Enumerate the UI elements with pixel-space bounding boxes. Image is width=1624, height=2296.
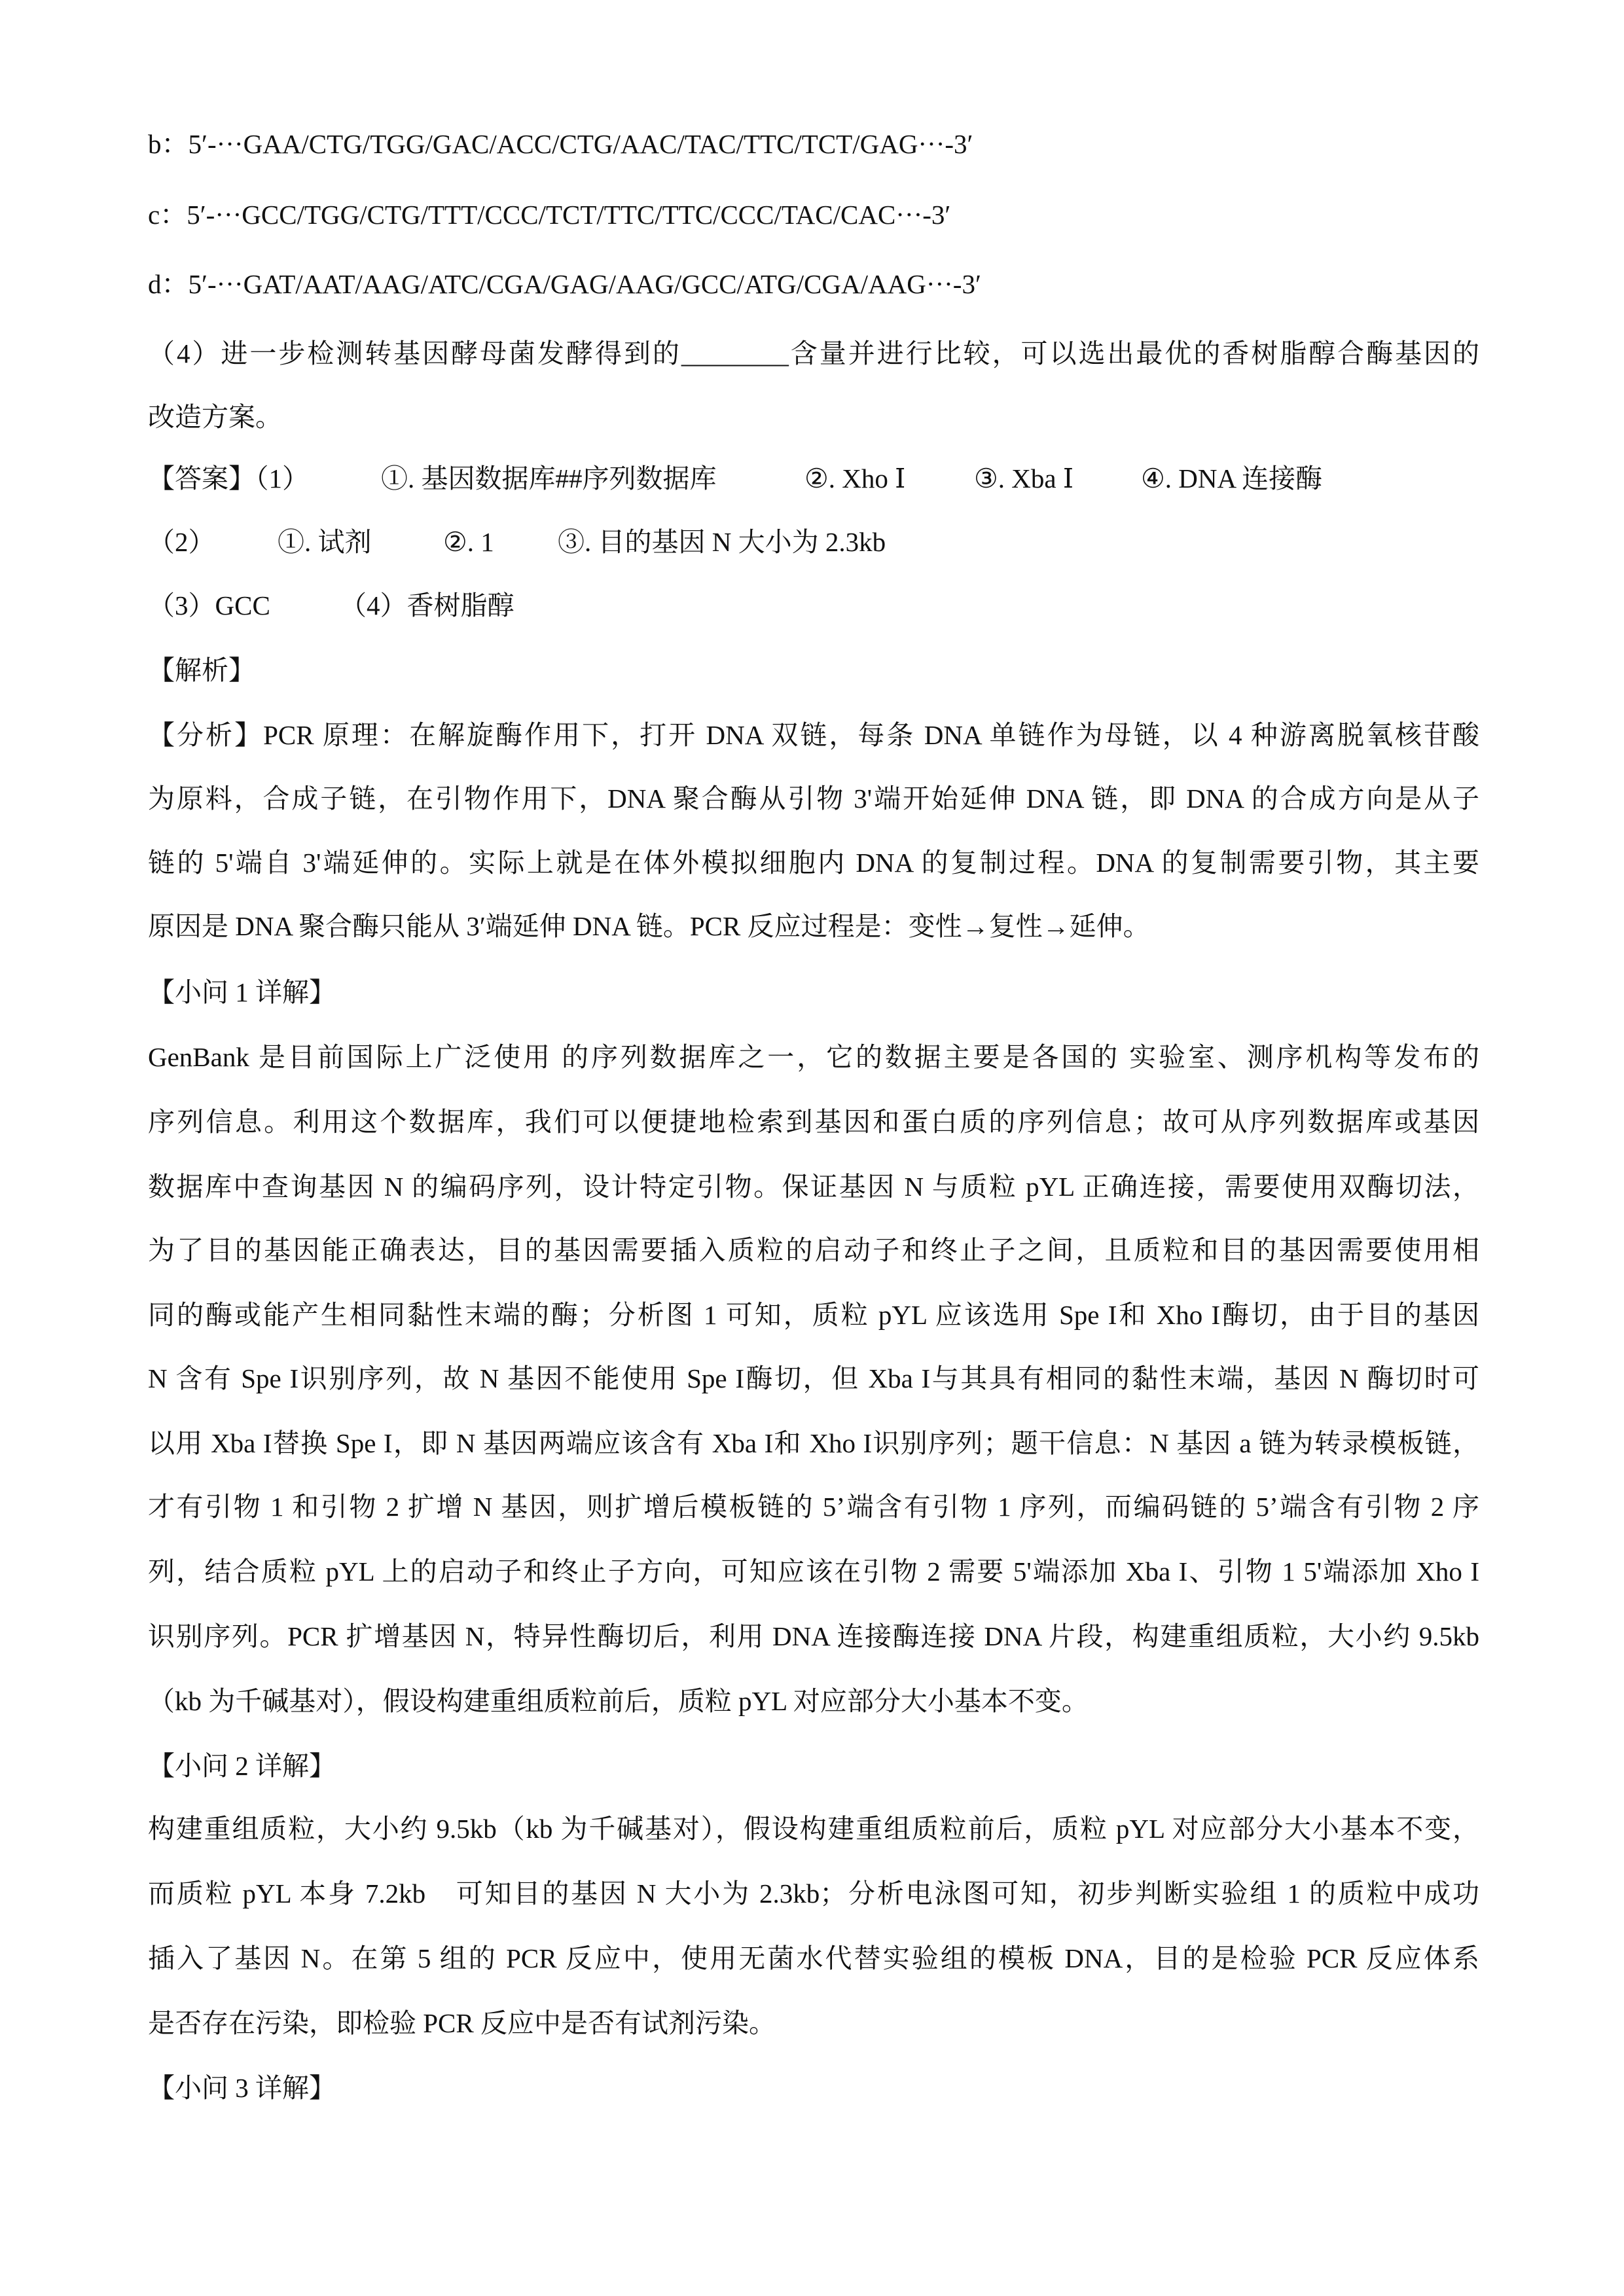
part-1-line: N 含有 Spe I识别序列，故 N 基因不能使用 Spe I酶切，但 Xba I与其具有相同的黏性末端，基因 N 酶切时可 [148, 1363, 1479, 1393]
question-4-suffix: 含量并进行比较，可以选出最优的香树脂醇合酶基因的 [788, 338, 1479, 368]
answer-q2-item-2: ②. 1 [443, 527, 494, 557]
answer-q3-value: GCC [215, 590, 270, 620]
analysis-label: 【解析】 [148, 655, 255, 685]
answer-q2-label: （2） [148, 527, 215, 557]
part-1-line: 列，结合质粒 pYL 上的启动子和终止子方向，可知应该在引物 2 需要 5'端添加 Xba I、引物 1 5'端添加 Xho I [148, 1556, 1479, 1587]
answer-q4-label: （4） [340, 590, 407, 620]
question-4-line [148, 334, 1479, 373]
part-2-heading: 【小问 2 详解】 [148, 1751, 336, 1781]
question-4-blank: ________ [681, 338, 789, 368]
sequence-option-b: b：5′-···GAA/CTG/TGG/GAC/ACC/CTG/AAC/TAC/TTC/TCT/GAG···-3′ [148, 129, 973, 159]
answer-q1-label: （1） [255, 463, 309, 493]
part-1-line: （kb 为千碱基对），假设构建重组质粒前后，质粒 pYL 对应部分大小基本不变。 [148, 1686, 1089, 1716]
question-4-continuation: 改造方案。 [148, 402, 282, 432]
part-2-line: 而质粒 pYL 本身 7.2kb 可知目的基因 N 大小为 2.3kb；分析电泳图可知，初步判断实验组 1 的质粒中成功 [148, 1878, 1479, 1909]
answer-q1-item-4: ④. DNA 连接酶 [1141, 463, 1323, 493]
answer-q1-item-3: ③. Xba Ⅰ [974, 463, 1074, 493]
sequence-option-c: c：5′-···GCC/TGG/CTG/TTT/CCC/TCT/TTC/TTC/CCC/TAC/CAC···-3′ [148, 200, 951, 230]
answer-q3-label: （3） [148, 590, 215, 620]
answer-q2-item-3: ③. 目的基因 N 大小为 2.3kb [558, 527, 886, 557]
part-1-line: 序列信息。利用这个数据库，我们可以便捷地检索到基因和蛋白质的序列信息；故可从序列数据库或基因 [148, 1107, 1479, 1137]
analysis-intro-line: 原因是 DNA 聚合酶只能从 3′端延伸 DNA 链。PCR 反应过程是：变性→复性→延伸。 [148, 911, 1150, 941]
answer-line-2 [148, 522, 1479, 562]
answer-q4-value: 香树脂醇 [406, 590, 514, 620]
answer-q1-item-2: ②. Xho Ⅰ [804, 463, 906, 493]
answer-label: 【答案】 [148, 463, 255, 493]
sequence-option-d: d：5′-···GAT/AAT/AAG/ATC/CGA/GAG/AAG/GCC/ATG/CGA/AAG···-3′ [148, 269, 981, 299]
part-1-line: 数据库中查询基因 N 的编码序列，设计特定引物。保证基因 N 与质粒 pYL 正确连接，需要使用双酶切法， [148, 1172, 1479, 1202]
answer-q2-item-1: ①. 试剂 [278, 527, 372, 557]
part-1-line: 同的酶或能产生相同黏性末端的酶；分析图 1 可知，质粒 pYL 应该选用 Spe I和 Xho I酶切，由于目的基因 [148, 1300, 1479, 1330]
part-1-line: GenBank 是目前国际上广泛使用 的序列数据库之一，它的数据主要是各国的 实验室、测序机构等发布的 [148, 1042, 1479, 1072]
part-1-line: 识别序列。PCR 扩增基因 N，特异性酶切后，利用 DNA 连接酶连接 DNA 片段，构建重组质粒，大小约 9.5kb [148, 1621, 1479, 1651]
analysis-intro-line: 为原料，合成子链，在引物作用下，DNA 聚合酶从引物 3'端开始延伸 DNA 链，即 DNA 的合成方向是从子 [148, 783, 1479, 814]
answer-line-1 [148, 459, 1479, 498]
part-1-line: 以用 Xba I替换 Spe I，即 N 基因两端应该含有 Xba I和 Xho I识别序列；题干信息：N 基因 a 链为转录模板链， [148, 1428, 1479, 1458]
analysis-intro-line: 链的 5'端自 3'端延伸的。实际上就是在体外模拟细胞内 DNA 的复制过程。DNA 的复制需要引物，其主要 [148, 848, 1479, 878]
part-2-line: 构建重组质粒，大小约 9.5kb（kb 为千碱基对），假设构建重组质粒前后，质粒 pYL 对应部分大小基本不变， [148, 1814, 1479, 1844]
answer-q4 [340, 586, 514, 625]
answer-line-3 [148, 586, 1479, 625]
analysis-intro-line: 【分析】PCR 原理：在解旋酶作用下，打开 DNA 双链，每条 DNA 单链作为母链，以 4 种游离脱氧核苷酸 [148, 720, 1479, 750]
answer-q1-item-1: ①. 基因数据库##序列数据库 [381, 463, 717, 493]
part-1-line: 才有引物 1 和引物 2 扩增 N 基因，则扩增后模板链的 5’端含有引物 1 序列，而编码链的 5’端含有引物 2 序 [148, 1492, 1479, 1522]
question-4-prefix: （4）进一步检测转基因酵母菌发酵得到的 [148, 338, 681, 368]
part-2-line: 是否存在污染，即检验 PCR 反应中是否有试剂污染。 [148, 2008, 776, 2038]
part-1-line: 为了目的基因能正确表达，目的基因需要插入质粒的启动子和终止子之间，且质粒和目的基因需要使用相 [148, 1235, 1479, 1265]
part-3-heading: 【小问 3 详解】 [148, 2073, 336, 2103]
part-1-heading: 【小问 1 详解】 [148, 977, 336, 1007]
part-2-line: 插入了基因 N。在第 5 组的 PCR 反应中，使用无菌水代替实验组的模板 DNA，目的是检验 PCR 反应体系 [148, 1943, 1479, 1973]
